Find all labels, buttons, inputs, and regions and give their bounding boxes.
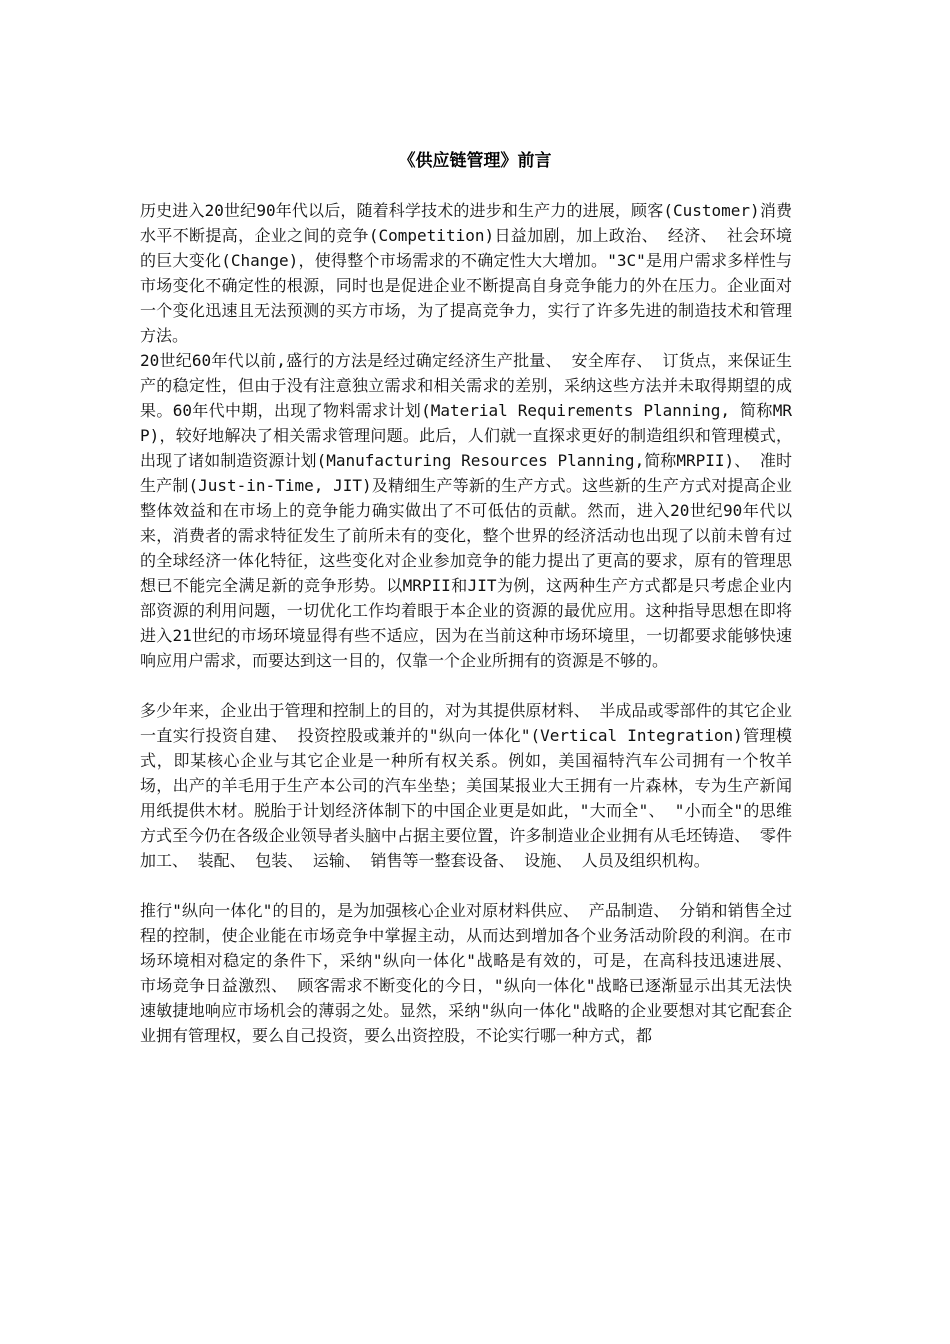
paragraph-2: 20世纪60年代以前,盛行的方法是经过确定经济生产批量、 安全库存、 订货点，来保证生产的稳定性，但由于没有注意独立需求和相关需求的差别，采纳这些方法并未取得期望的成果。60年代中期，出现了物料需求计划(Material Requirements Planning, 简称MRP)，较好地解决了相关需求管理问题。此后，人们就一直探求更好的制造组织和管理模式，出现了诸如制造资源计划(Manufacturing Resources Planning,简称MRPII)、 准时生产制(Just-in-Time, JIT)及精细生产等新的生产方式。这些新的生产方式对提高企业整体效益和在市场上的竞争能力确实做出了不可低估的贡献。然而，进入20世纪90年代以来，消费者的需求特征发生了前所未有的变化，整个世界的经济活动也出现了以前未曾有过的全球经济一体化特征，这些变化对企业参加竞争的能力提出了更高的要求，原有的管理思想已不能完全满足新的竞争形势。以MRPII和JIT为例，这两种生产方式都是只考虑企业内部资源的利用问题，一切优化工作均着眼于本企业的资源的最优应用。这种指导思想在即将进入21世纪的市场环境显得有些不适应，因为在当前这种市场环境里，一切都要求能够快速响应用户需求，而要达到这一目的，仅靠一个企业所拥有的资源是不够的。 bbox=[140, 351, 792, 670]
paragraph-1: 历史进入20世纪90年代以后，随着科学技术的进步和生产力的进展，顾客(Customer)消费水平不断提高，企业之间的竞争(Competition)日益加剧，加上政治、 经济、 社会环境的巨大变化(Change)，使得整个市场需求的不确定性大大增加。"3C"是用户需求多样性与市场变化不确定性的根源，同时也是促进企业不断提高自身竞争能力的外在压力。企业面对一个变化迅速且无法预测的买方市场，为了提高竞争力，实行了许多先进的制造技术和管理方法。 bbox=[140, 201, 792, 345]
document-body bbox=[140, 198, 792, 1048]
paragraph-4: 推行"纵向一体化"的目的，是为加强核心企业对原材料供应、 产品制造、 分销和销售全过程的控制，使企业能在市场竞争中掌握主动，从而达到增加各个业务活动阶段的利润。在市场环境相对稳定的条件下，采纳"纵向一体化"战略是有效的，可是，在高科技迅速进展、 市场竞争日益激烈、 顾客需求不断变化的今日，"纵向一体化"战略已逐渐显示出其无法快速敏捷地响应市场机会的薄弱之处。显然，采纳"纵向一体化"战略的企业要想对其它配套企业拥有管理权，要么自己投资，要么出资控股，不论实行哪一种方式，都 bbox=[140, 901, 792, 1045]
document-title: 《供应链管理》前言 bbox=[398, 151, 552, 171]
paragraph-3: 多少年来，企业出于管理和控制上的目的，对为其提供原材料、 半成品或零部件的其它企业一直实行投资自建、 投资控股或兼并的"纵向一体化"(Vertical Integration)管理模式，即某核心企业与其它企业是一种所有权关系。例如，美国福特汽车公司拥有一个牧羊场，出产的羊毛用于生产本公司的汽车坐垫；美国某报业大王拥有一片森林，专为生产新闻用纸提供木材。脱胎于计划经济体制下的中国企业更是如此，"大而全"、 "小而全"的思维方式至今仍在各级企业领导者头脑中占据主要位置，许多制造业企业拥有从毛坯铸造、 零件加工、 装配、 包装、 运输、 销售等一整套设备、 设施、 人员及组织机构。 bbox=[140, 701, 792, 870]
